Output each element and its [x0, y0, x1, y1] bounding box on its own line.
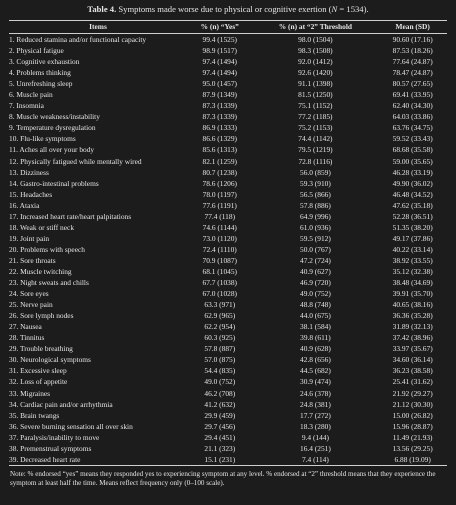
mean-cell: 21.12 (30.30) [392, 399, 433, 409]
table-row [9, 211, 447, 222]
yes-cell: 57.0 (875) [204, 355, 236, 365]
yes-cell: 74.6 (1144) [202, 222, 237, 232]
item-cell: 27. Nausea [9, 322, 42, 332]
threshold-cell: 72.8 (1116) [298, 156, 333, 166]
threshold-cell: 7.4 (114) [253, 454, 379, 466]
threshold-cell: 24.8 (381) [300, 399, 331, 409]
yes-cell: 86.9 (1333) [202, 123, 238, 133]
table-row [9, 321, 447, 332]
mean-cell: 80.57 (27.65) [392, 79, 433, 89]
table-row [9, 200, 447, 211]
table-body [9, 34, 447, 466]
table-row [9, 454, 447, 466]
mean-cell: 38.48 (34.69) [392, 278, 433, 288]
item-cell: 29. Trouble breathing [9, 344, 73, 354]
table-row [9, 277, 447, 288]
table-row [9, 178, 447, 189]
item-cell: 22. Muscle twitching [9, 267, 72, 276]
threshold-cell: 38.1 (584) [300, 322, 331, 332]
threshold-cell: 40.9 (628) [300, 344, 331, 354]
threshold-cell: 49.0 (752) [300, 289, 331, 299]
item-cell: 3. Cognitive exhaustion [9, 57, 80, 67]
item-cell: 25. Nerve pain [9, 300, 53, 310]
item-cell: 39. Decreased heart rate [9, 454, 187, 466]
yes-cell: 62.2 (954) [204, 322, 236, 332]
yes-cell: 70.9 (1087) [202, 255, 238, 265]
mean-cell: 25.41 (31.62) [392, 377, 433, 387]
threshold-cell: 74.4 (1142) [298, 134, 333, 144]
yes-cell: 87.3 (1339) [202, 101, 238, 111]
yes-cell: 77.6 (1191) [202, 200, 237, 210]
header-threshold: % (n) at “2” Threshold [253, 21, 379, 34]
table-row [9, 100, 447, 111]
table-row [9, 67, 447, 78]
item-cell: 21. Sore throats [9, 255, 56, 265]
item-cell: 15. Headaches [9, 189, 53, 199]
yes-cell: 57.8 (887) [204, 344, 236, 354]
table-header-row [9, 21, 447, 34]
item-cell: 4. Problems thinking [9, 68, 71, 78]
item-cell: 1. Reduced stamina and/or functional capacity [9, 35, 147, 45]
threshold-cell: 56.5 (866) [300, 189, 331, 199]
yes-cell: 67.7 (1038) [202, 278, 238, 288]
threshold-cell: 79.5 (1219) [298, 145, 333, 155]
mean-cell: 15.00 (26.82) [392, 410, 433, 420]
mean-cell: 59.52 (33.43) [392, 134, 433, 144]
mean-cell: 11.49 (21.93) [392, 432, 433, 442]
caption-n-symbol: N [331, 4, 338, 14]
threshold-cell: 91.1 (1398) [298, 79, 333, 89]
mean-cell: 35.12 (32.38) [392, 267, 433, 276]
mean-cell: 59.00 (35.65) [392, 156, 433, 166]
threshold-cell: 9.4 (144) [301, 432, 329, 442]
threshold-cell: 64.9 (996) [300, 211, 331, 221]
yes-cell: 97.4 (1494) [202, 57, 238, 67]
item-cell: 24. Sore eyes [9, 289, 49, 299]
threshold-cell: 17.7 (272) [300, 410, 331, 420]
yes-cell: 21.1 (323) [204, 443, 236, 453]
header-yes: % (n) “Yes” [187, 21, 253, 34]
mean-cell: 33.97 (35.67) [392, 344, 433, 354]
item-cell: 33. Migraines [9, 388, 51, 398]
header-items: Items [9, 21, 187, 34]
threshold-cell: 98.3 (1508) [298, 46, 333, 56]
table-row [9, 144, 447, 155]
threshold-cell: 92.0 (1412) [298, 57, 333, 67]
yes-cell: 95.0 (1457) [202, 79, 238, 89]
item-cell: 2. Physical fatigue [9, 46, 64, 56]
table-row [9, 266, 447, 277]
item-cell: 10. Flu-like symptoms [9, 134, 76, 144]
mean-cell: 40.22 (33.14) [392, 244, 433, 254]
table-row [9, 332, 447, 343]
mean-cell: 51.35 (38.20) [392, 222, 433, 232]
item-cell: 32. Loss of appetite [9, 377, 68, 387]
item-cell: 5. Unrefreshing sleep [9, 79, 73, 89]
threshold-cell: 57.8 (886) [300, 200, 331, 210]
yes-cell: 60.3 (925) [204, 333, 236, 343]
caption-suffix: = 1534). [337, 4, 369, 14]
yes-cell: 15.1 (231) [187, 454, 253, 466]
mean-cell: 49.17 (37.86) [392, 233, 433, 243]
table-row [9, 89, 447, 100]
mean-cell: 38.92 (33.55) [392, 255, 433, 265]
item-cell: 35. Brain twangs [9, 410, 60, 420]
mean-cell: 15.96 (28.87) [392, 421, 433, 431]
mean-cell: 46.28 (33.19) [392, 167, 433, 177]
table-row [9, 167, 447, 178]
yes-cell: 68.1 (1045) [202, 267, 238, 276]
yes-cell: 78.6 (1206) [202, 178, 238, 188]
threshold-cell: 56.0 (859) [300, 167, 331, 177]
mean-cell: 77.64 (24.87) [392, 57, 433, 67]
threshold-cell: 18.3 (280) [300, 421, 331, 431]
yes-cell: 87.3 (1339) [202, 112, 238, 122]
threshold-cell: 50.0 (767) [300, 244, 331, 254]
threshold-cell: 75.2 (1153) [298, 123, 333, 133]
mean-cell: 69.41 (33.95) [392, 90, 433, 100]
yes-cell: 49.0 (752) [204, 377, 236, 387]
mean-cell: 46.48 (34.52) [392, 189, 433, 199]
item-cell: 12. Physically fatigued while mentally wired [9, 156, 142, 166]
mean-cell: 68.68 (35.58) [392, 145, 433, 155]
yes-cell: 80.7 (1238) [202, 167, 238, 177]
table-row [9, 399, 447, 410]
yes-cell: 98.9 (1517) [202, 46, 238, 56]
item-cell: 13. Dizziness [9, 167, 49, 177]
mean-cell: 87.53 (18.26) [392, 46, 433, 56]
yes-cell: 67.0 (1028) [202, 289, 238, 299]
table-row [9, 45, 447, 56]
threshold-cell: 46.9 (720) [300, 278, 331, 288]
table-row [9, 122, 447, 133]
mean-cell: 36.36 (35.28) [392, 311, 433, 321]
item-cell: 23. Night sweats and chills [9, 278, 89, 288]
table-row [9, 288, 447, 299]
item-cell: 37. Paralysis/inability to move [9, 432, 100, 442]
item-cell: 38. Premenstrual symptoms [9, 443, 92, 453]
yes-cell: 54.4 (835) [204, 366, 236, 376]
mean-cell: 6.88 (19.09) [378, 454, 447, 466]
item-cell: 6. Muscle pain [9, 90, 53, 100]
mean-cell: 63.76 (34.75) [392, 123, 433, 133]
item-cell: 9. Temperature dysregulation [9, 123, 96, 133]
mean-cell: 21.92 (29.27) [392, 388, 433, 398]
yes-cell: 29.4 (451) [204, 432, 236, 442]
threshold-cell: 59.3 (910) [300, 178, 331, 188]
mean-cell: 52.28 (36.51) [392, 211, 433, 221]
threshold-cell: 47.2 (724) [300, 255, 331, 265]
threshold-cell: 77.2 (1185) [298, 112, 333, 122]
table-row [9, 443, 447, 454]
item-cell: 7. Insomnia [9, 101, 44, 111]
item-cell: 26. Sore lymph nodes [9, 311, 74, 321]
item-cell: 17. Increased heart rate/heart palpitations [9, 211, 132, 221]
threshold-cell: 30.9 (474) [300, 377, 331, 387]
threshold-cell: 98.0 (1504) [298, 35, 333, 45]
table-row [9, 432, 447, 443]
table-row [9, 133, 447, 144]
table-caption [9, 3, 447, 16]
yes-cell: 41.2 (632) [204, 399, 236, 409]
item-cell: 14. Gastro-intestinal problems [9, 178, 99, 188]
mean-cell: 62.40 (34.30) [392, 101, 433, 111]
table-row [9, 343, 447, 354]
threshold-cell: 42.8 (656) [300, 355, 331, 365]
mean-cell: 37.42 (38.96) [392, 333, 433, 343]
mean-cell: 64.03 (33.86) [392, 112, 433, 122]
table-row [9, 189, 447, 200]
table-row [9, 421, 447, 432]
yes-cell: 85.6 (1313) [202, 145, 238, 155]
table-row [9, 233, 447, 244]
table-row [9, 111, 447, 122]
mean-cell: 39.91 (35.70) [392, 289, 433, 299]
mean-cell: 13.56 (29.25) [392, 443, 433, 453]
table-number: Table 4. [87, 4, 117, 14]
header-mean: Mean (SD) [378, 21, 447, 34]
yes-cell: 97.4 (1494) [202, 68, 238, 78]
mean-cell: 40.65 (38.16) [392, 300, 433, 310]
mean-cell: 34.60 (36.14) [392, 355, 433, 365]
mean-cell: 78.47 (24.87) [392, 68, 433, 78]
yes-cell: 29.9 (459) [204, 410, 236, 420]
threshold-cell: 61.0 (936) [300, 222, 331, 232]
yes-cell: 46.2 (708) [204, 388, 236, 398]
mean-cell: 47.62 (35.18) [392, 200, 433, 210]
item-cell: 19. Joint pain [9, 233, 50, 243]
item-cell: 34. Cardiac pain and/or arrhythmia [9, 399, 113, 409]
mean-cell: 31.89 (32.13) [392, 322, 433, 332]
item-cell: 20. Problems with speech [9, 244, 85, 254]
table-row [9, 310, 447, 321]
threshold-cell: 16.4 (251) [300, 443, 331, 453]
item-cell: 30. Neurological symptoms [9, 355, 91, 365]
yes-cell: 99.4 (1525) [202, 35, 238, 45]
table-row [9, 365, 447, 376]
mean-cell: 36.23 (38.58) [392, 366, 433, 376]
table-row [9, 299, 447, 310]
threshold-cell: 44.5 (682) [300, 366, 331, 376]
table-row [9, 78, 447, 89]
table-row [9, 376, 447, 387]
yes-cell: 82.1 (1259) [202, 156, 238, 166]
threshold-cell: 92.6 (1420) [298, 68, 333, 78]
yes-cell: 29.7 (456) [204, 421, 236, 431]
threshold-cell: 39.8 (611) [300, 333, 331, 343]
item-cell: 18. Weak or stiff neck [9, 222, 75, 232]
table-row [9, 156, 447, 167]
table-row [9, 244, 447, 255]
threshold-cell: 59.5 (912) [300, 233, 331, 243]
yes-cell: 87.9 (1349) [202, 90, 238, 100]
yes-cell: 77.4 (118) [204, 211, 236, 221]
yes-cell: 63.3 (971) [204, 300, 236, 310]
yes-cell: 62.9 (965) [204, 311, 236, 321]
yes-cell: 78.0 (1197) [202, 189, 237, 199]
yes-cell: 73.0 (1120) [202, 233, 237, 243]
table-note: Note: % endorsed “yes” means they responded yes to experiencing symptom at any level. % endorsed at “2” threshold means that they experience the symptom at least half the time. Means reflect frequency only (0–100 scale). [10, 469, 436, 488]
item-cell: 11. Aches all over your body [9, 145, 95, 155]
item-cell: 31. Excessive sleep [9, 366, 67, 376]
table-row [9, 255, 447, 266]
table-row [9, 410, 447, 421]
caption-text: Symptoms made worse due to physical or cognitive exertion ( [116, 4, 332, 14]
mean-cell: 90.60 (17.16) [392, 35, 433, 45]
threshold-cell: 81.5 (1250) [298, 90, 333, 100]
threshold-cell: 75.1 (1152) [298, 101, 333, 111]
table-row [9, 222, 447, 233]
yes-cell: 86.6 (1329) [202, 134, 238, 144]
table-row [9, 354, 447, 365]
yes-cell: 72.4 (1110) [202, 244, 237, 254]
threshold-cell: 40.9 (627) [300, 267, 331, 276]
item-cell: 28. Tinnitus [9, 333, 45, 343]
table-row [9, 56, 447, 67]
item-cell: 36. Severe burning sensation all over skin [9, 421, 133, 431]
threshold-cell: 44.0 (675) [300, 311, 331, 321]
table-row [9, 388, 447, 399]
threshold-cell: 24.6 (378) [300, 388, 331, 398]
symptoms-table [9, 20, 447, 466]
table-row [9, 34, 447, 46]
mean-cell: 49.90 (36.02) [392, 178, 433, 188]
threshold-cell: 48.8 (748) [300, 300, 331, 310]
item-cell: 8. Muscle weakness/instability [9, 112, 100, 122]
item-cell: 16. Ataxia [9, 200, 40, 210]
